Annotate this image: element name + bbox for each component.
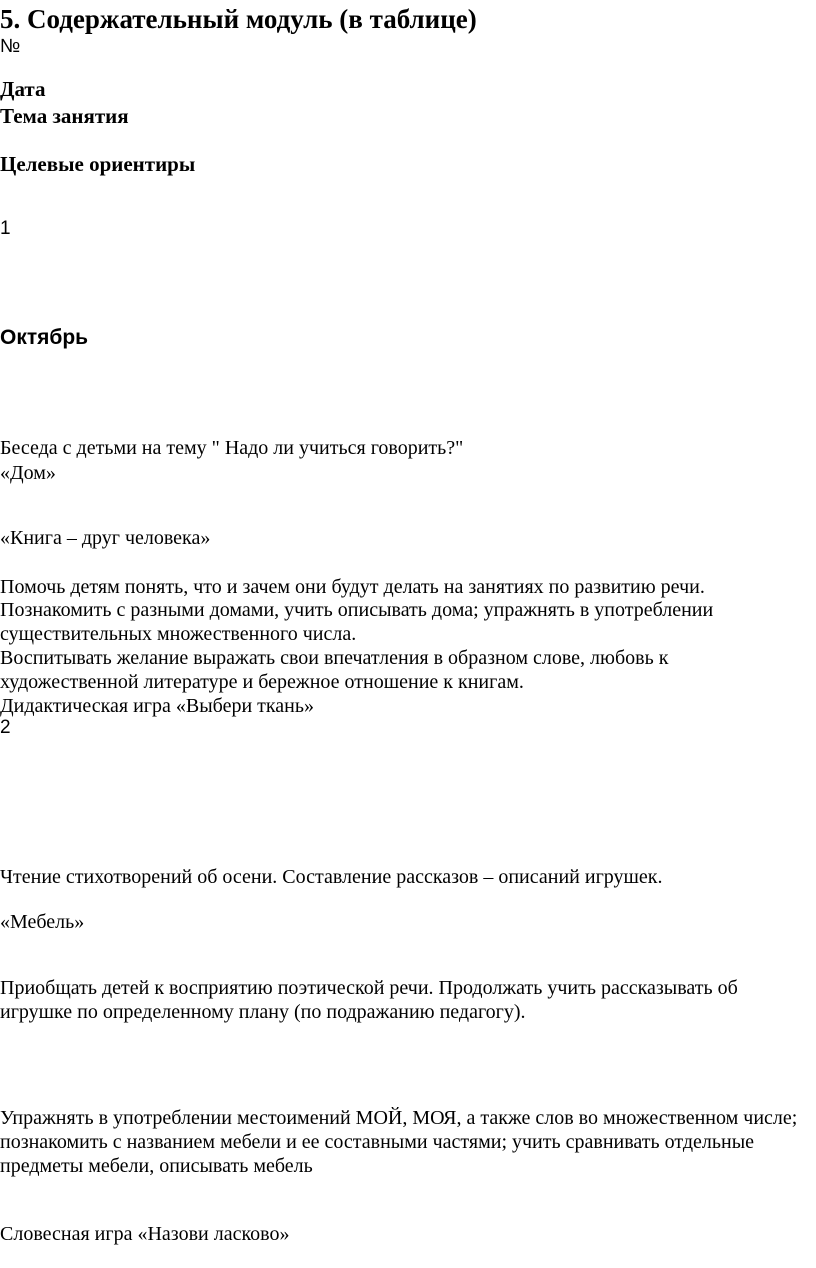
- section-title: 5. Содержательный модуль (в таблице): [0, 4, 477, 34]
- row1-topic-3: «Книга – друг человека»: [0, 527, 211, 549]
- row2-game: Словесная игра «Назови ласково»: [0, 1223, 290, 1245]
- row2-topic-2: «Мебель»: [0, 911, 85, 933]
- column-header-topic: Тема занятия: [0, 104, 129, 128]
- row1-topic-1: Беседа с детьми на тему " Надо ли учиться говорить?": [0, 437, 464, 459]
- row1-game: Дидактическая игра «Выбери ткань»: [0, 695, 315, 717]
- column-header-number: №: [0, 36, 21, 57]
- row1-goal-2: Познакомить с разными домами, учить описывать дома; упражнять в употреблении существительных множественного числа.: [0, 599, 714, 645]
- row-number-2: 2: [0, 717, 11, 738]
- column-header-date: Дата: [0, 77, 46, 101]
- row2-goal-2: Упражнять в употреблении местоимений МОЙ, МОЯ, а также слов во множественном числе; познакомить с названием мебели и ее составными частями; учить сравнивать отдельные предметы мебели, описывать мебель: [0, 1107, 798, 1177]
- row1-goal-1: Помочь детям понять, что и зачем они будут делать на занятиях по развитию речи.: [0, 576, 705, 598]
- column-header-goals: Целевые ориентиры: [0, 152, 196, 176]
- row1-goal-3: Воспитывать желание выражать свои впечатления в образном слове, любовь к художественной литературе и бережное отношение к книгам.: [0, 647, 669, 693]
- month-label: Октябрь: [0, 326, 89, 349]
- row2-topic-1: Чтение стихотворений об осени. Составление рассказов – описаний игрушек.: [0, 866, 663, 888]
- row1-topic-2: «Дом»: [0, 462, 56, 484]
- row2-goal-1: Приобщать детей к восприятию поэтической речи. Продолжать учить рассказывать об игрушке по определенному плану (по подражанию педагогу).: [0, 977, 738, 1023]
- row-number-1: 1: [0, 218, 11, 239]
